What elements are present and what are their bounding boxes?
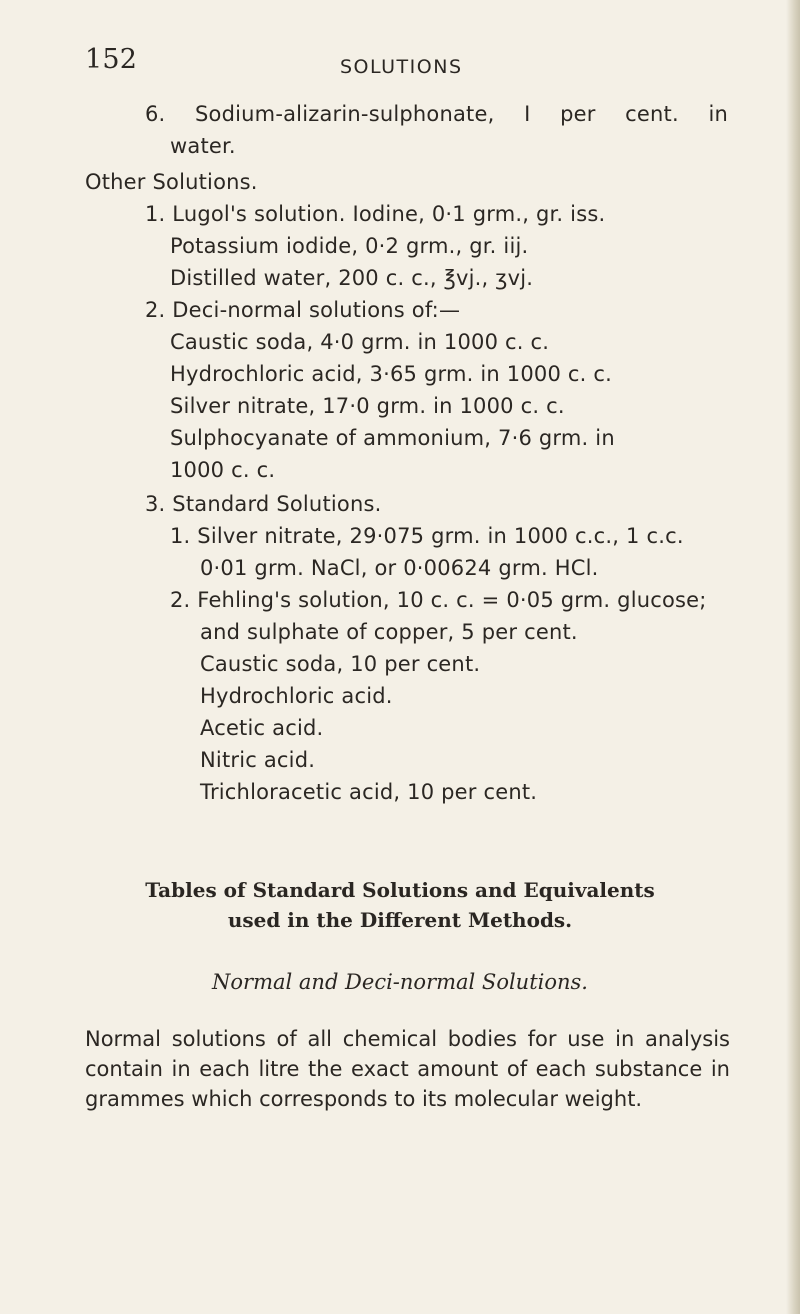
section-label: Other Solutions. bbox=[85, 170, 258, 194]
text-line: 2. Deci-normal solutions of:— bbox=[145, 298, 461, 322]
text-line: Silver nitrate, 17·0 grm. in 1000 c. c. bbox=[170, 394, 565, 418]
body-paragraph: Normal solutions of all chemical bodies for use in analysis contain in each litre the exact amount of each substance in grammes which corresponds to its molecular weight. bbox=[85, 1027, 730, 1111]
text-line: 1. Silver nitrate, 29·075 grm. in 1000 c.c., 1 c.c. bbox=[170, 524, 684, 548]
text-line: Trichloracetic acid, 10 per cent. bbox=[200, 780, 538, 804]
section-heading-line1: Tables of Standard Solutions and Equivalents bbox=[145, 878, 655, 902]
text-line: 6. Sodium-alizarin-sulphonate, I per cent. in bbox=[145, 102, 728, 126]
text-line: Hydrochloric acid. bbox=[200, 684, 393, 708]
text-line: water. bbox=[170, 134, 236, 158]
text-line: 2. Fehling's solution, 10 c. c. = 0·05 grm. glucose; bbox=[170, 588, 707, 612]
page-edge bbox=[786, 0, 800, 1314]
page-number: 152 bbox=[85, 44, 138, 75]
section-label: 3. Standard Solutions. bbox=[145, 492, 382, 516]
section-heading-line2: used in the Different Methods. bbox=[227, 908, 573, 932]
text-line: and sulphate of copper, 5 per cent. bbox=[200, 620, 578, 644]
text-line: Distilled water, 200 c. c., ℥vj., ʒvj. bbox=[170, 266, 534, 290]
text-line: Sulphocyanate of ammonium, 7·6 grm. in bbox=[170, 426, 615, 450]
text-line: 0·01 grm. NaCl, or 0·00624 grm. HCl. bbox=[200, 556, 599, 580]
text-line: Acetic acid. bbox=[200, 716, 324, 740]
running-title: SOLUTIONS bbox=[340, 56, 463, 78]
text-line: Nitric acid. bbox=[200, 748, 316, 772]
text-line: Caustic soda, 4·0 grm. in 1000 c. c. bbox=[170, 330, 550, 354]
text-line: 1. Lugol's solution. Iodine, 0·1 grm., gr. iss. bbox=[145, 202, 606, 226]
subheading: Normal and Deci-normal Solutions. bbox=[212, 970, 588, 994]
text-line: 1000 c. c. bbox=[170, 458, 276, 482]
text-line: Hydrochloric acid, 3·65 grm. in 1000 c. c. bbox=[170, 362, 613, 386]
text-line: Potassium iodide, 0·2 grm., gr. iij. bbox=[170, 234, 529, 258]
text-line: Caustic soda, 10 per cent. bbox=[200, 652, 481, 676]
